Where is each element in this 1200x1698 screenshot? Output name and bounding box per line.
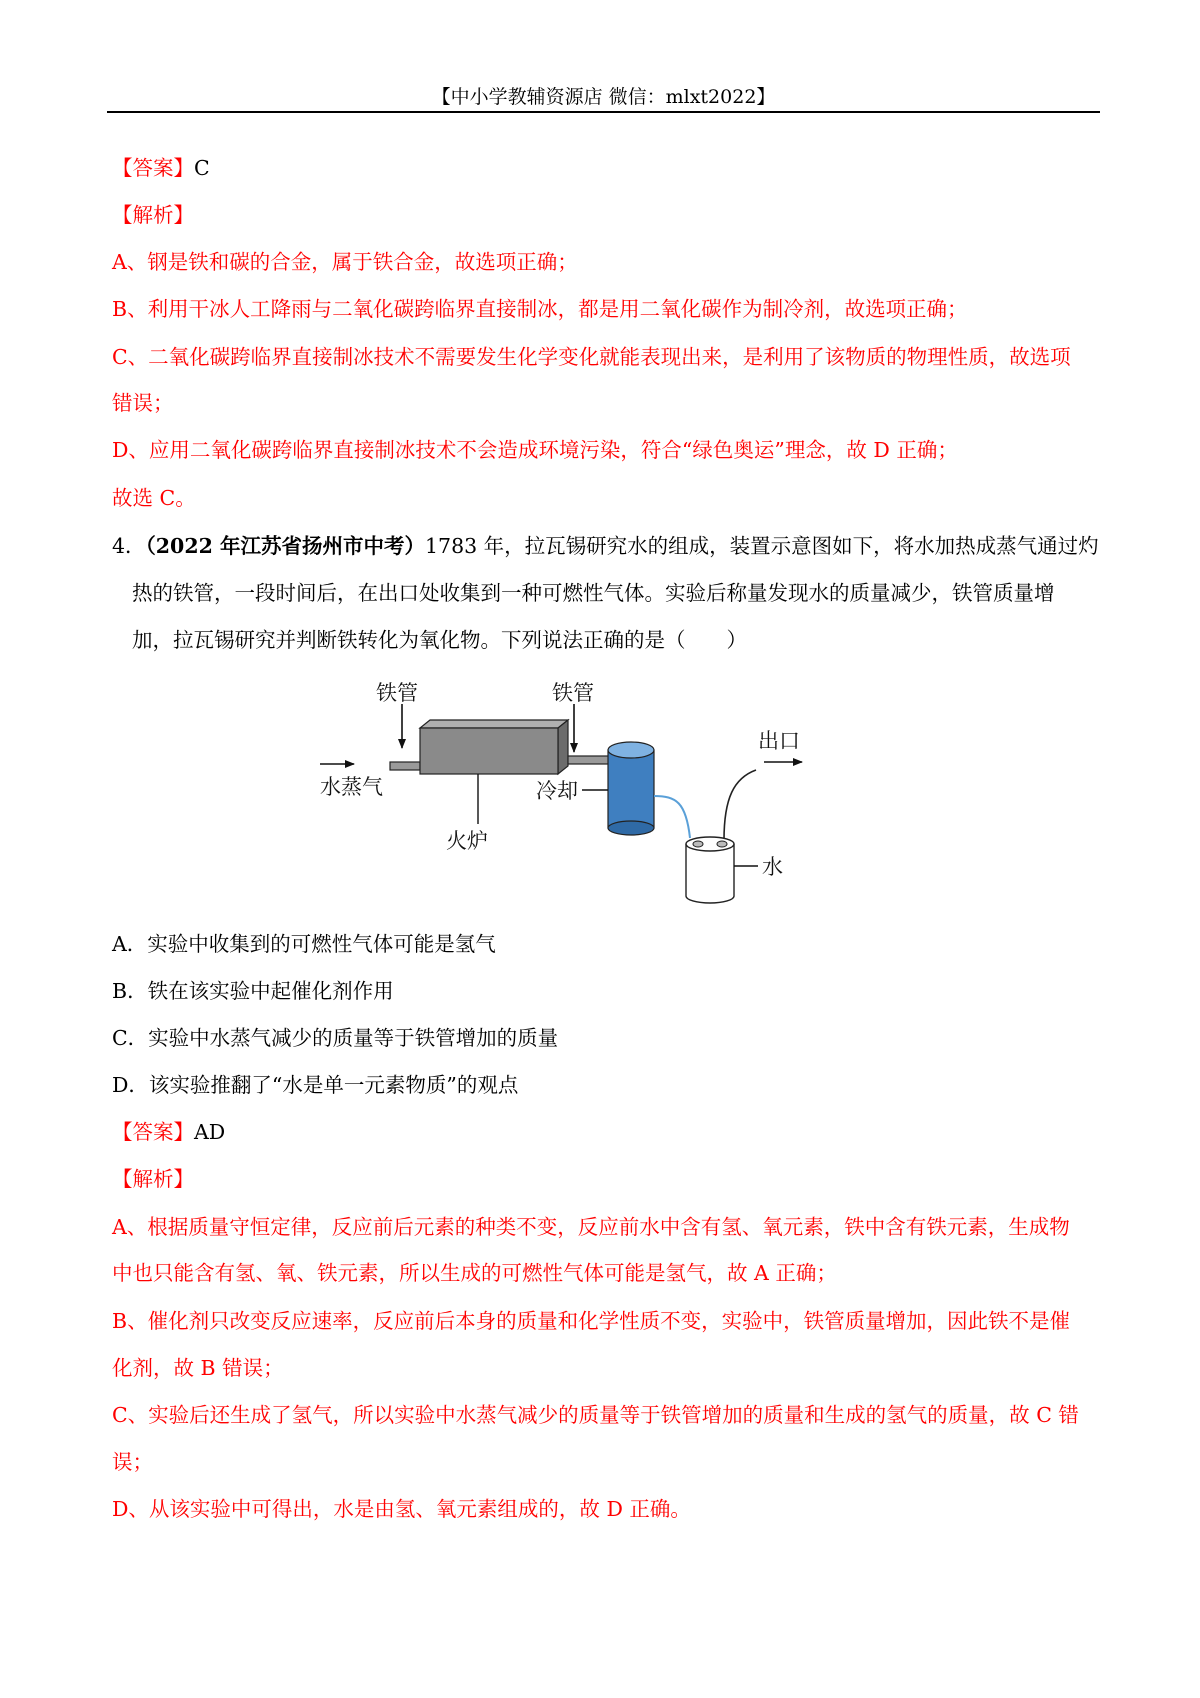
q3-answer-tag: 【答案】 xyxy=(112,156,194,180)
q3-analysis-line-4: 错误； xyxy=(112,391,174,415)
furnace-top xyxy=(420,720,568,728)
header-divider xyxy=(107,111,1100,113)
q3-analysis-line-6: 故选 C。 xyxy=(112,486,196,510)
label-steam: 水蒸气 xyxy=(320,775,383,799)
q4-analysis-line-1: A、根据质量守恒定律，反应前后元素的种类不变，反应前水中含有氢、氧元素，铁中含有铁元素，生成物 xyxy=(112,1215,1070,1239)
right-pipe xyxy=(568,756,612,764)
label-water: 水 xyxy=(762,855,783,879)
q4-stem-text: 1783 年，拉瓦锡研究水的组成，装置示意图如下，将水加热成蒸气通过灼 xyxy=(425,534,1099,558)
q4-analysis-line-6: 误； xyxy=(112,1450,153,1474)
label-cooling: 冷却 xyxy=(536,779,578,803)
left-pipe xyxy=(390,762,420,770)
cooler-outlet-tube xyxy=(654,796,690,838)
q4-analysis-line-4: 化剂，故 B 错误； xyxy=(112,1356,284,1380)
q4-option-a: A．实验中收集到的可燃性气体可能是氢气 xyxy=(112,932,496,956)
furnace-side xyxy=(558,720,568,774)
q4-number: 4． xyxy=(112,534,146,558)
water-container xyxy=(686,844,734,903)
q3-analysis-line-3: C、二氧化碳跨临界直接制冰技术不需要发生化学变化就能表现出来，是利用了该物质的物理性质，故选项 xyxy=(112,345,1071,369)
q4-source: （2022 年江苏省扬州市中考） xyxy=(145,534,425,558)
q4-answer-tag: 【答案】 xyxy=(112,1120,194,1144)
q4-analysis-line-2: 中也只能含有氢、氧、铁元素，所以生成的可燃性气体可能是氢气，故 A 正确； xyxy=(112,1261,837,1285)
q4-analysis-line-7: D、从该实验中可得出，水是由氢、氧元素组成的，故 D 正确。 xyxy=(112,1497,691,1521)
q3-analysis-line-2: B、利用干冰人工降雨与二氧化碳跨临界直接制冰，都是用二氧化碳作为制冷剂，故选项正确； xyxy=(112,297,968,321)
q3-analysis-line-1: A、钢是铁和碳的合金，属于铁合金，故选项正确； xyxy=(112,250,578,274)
q4-stem-line-2: 热的铁管，一段时间后，在出口处收集到一种可燃性气体。实验后称量发现水的质量减少，铁管质量增 xyxy=(132,581,1055,605)
q3-analysis-tag: 【解析】 xyxy=(112,203,194,227)
q4-option-c: C．实验中水蒸气减少的质量等于铁管增加的质量 xyxy=(112,1026,559,1050)
page-header: 【中小学教辅资源店 微信：mlxt2022】 xyxy=(431,86,776,108)
label-iron-tube-left: 铁管 xyxy=(376,681,418,705)
q4-analysis-line-3: B、催化剂只改变反应速率，反应前后本身的质量和化学性质不变，实验中，铁管质量增加，因此铁不是催 xyxy=(112,1309,1071,1333)
q4-stem-line-1 xyxy=(112,531,1099,561)
furnace-body xyxy=(420,728,558,774)
label-furnace: 火炉 xyxy=(446,829,488,853)
q4-analysis-line-5: C、实验后还生成了氢气，所以实验中水蒸气减少的质量等于铁管增加的质量和生成的氢气的质量，故 C 错 xyxy=(112,1403,1079,1427)
q3-answer-value: C xyxy=(194,156,210,180)
q4-stem-line-3: 加，拉瓦锡研究并判断铁转化为氧化物。下列说法正确的是（ ） xyxy=(132,628,747,652)
gas-outlet-tube xyxy=(724,770,756,840)
q4-option-b: B．铁在该实验中起催化剂作用 xyxy=(112,979,394,1003)
q4-answer-line xyxy=(112,1117,225,1147)
label-iron-tube-right: 铁管 xyxy=(552,681,594,705)
water-container-port-left xyxy=(693,841,703,847)
q4-analysis-tag: 【解析】 xyxy=(112,1167,194,1191)
q3-analysis-line-5: D、应用二氧化碳跨临界直接制冰技术不会造成环境污染，符合“绿色奥运”理念，故 D 正确； xyxy=(112,438,958,462)
cooler-cylinder xyxy=(608,750,654,828)
q4-option-d: D．该实验推翻了“水是单一元素物质”的观点 xyxy=(112,1073,519,1097)
apparatus-diagram xyxy=(320,678,820,910)
q3-answer-line xyxy=(112,153,210,183)
cooler-bottom xyxy=(608,821,654,835)
water-container-port-right xyxy=(717,841,727,847)
q4-answer-value: AD xyxy=(194,1120,226,1144)
label-outlet: 出口 xyxy=(758,729,800,753)
cooler-top xyxy=(608,742,654,758)
